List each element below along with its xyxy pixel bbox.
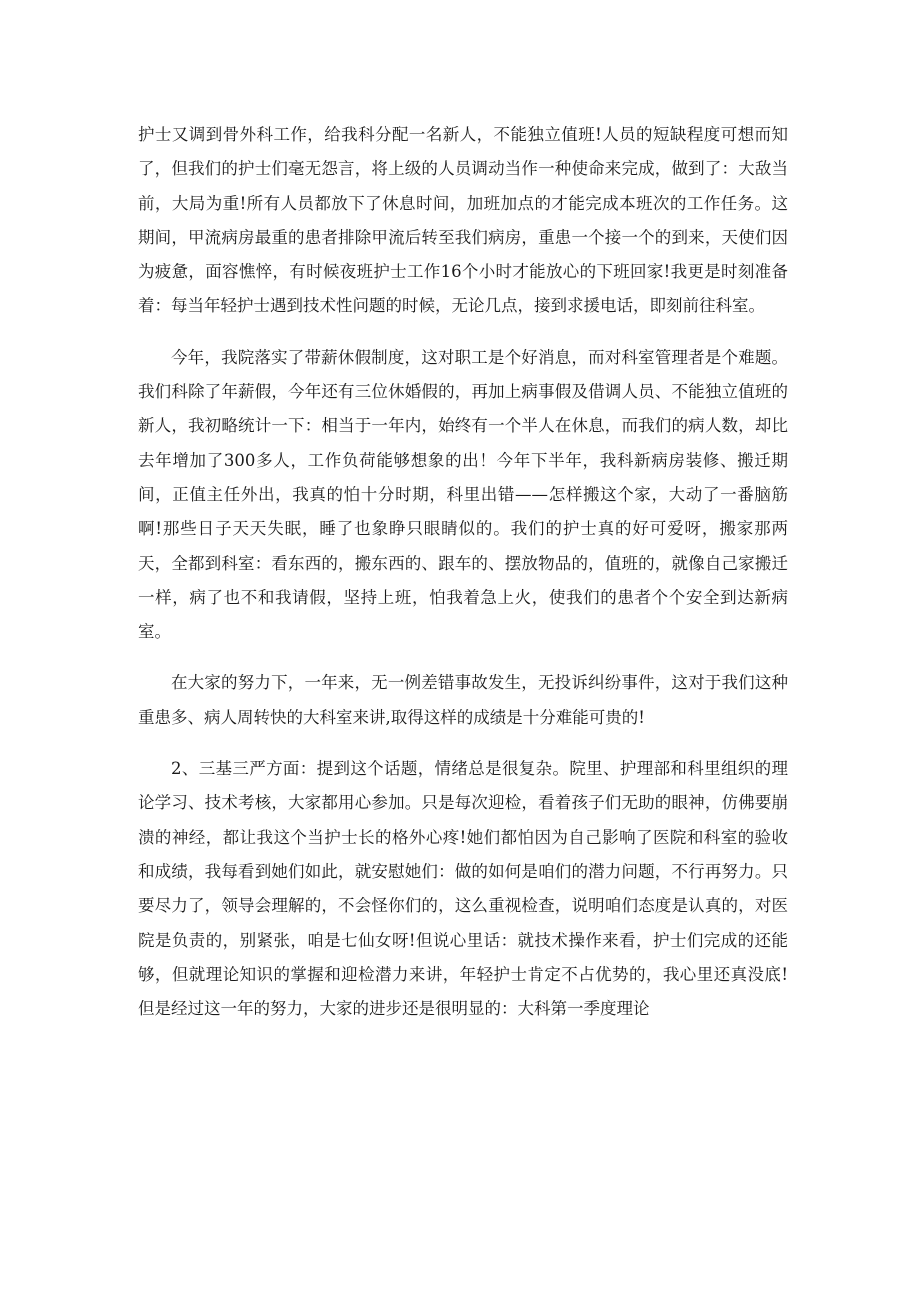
paragraph-3: 在大家的努力下，一年来，无一例差错事故发生，无投诉纠纷事件，这对于我们这种重患多、病人周转快的大科室来讲,取得这样的成绩是十分难能可贵的! [138, 673, 788, 727]
paragraph-2: 今年，我院落实了带薪休假制度，这对职工是个好消息，而对科室管理者是个难题。我们科除了年薪假，今年还有三位休婚假的，再加上病事假及借调人员、不能独立值班的新人，我初略统计一下：相当于一年内，始终有一个半人在休息，而我们的病人数，却比去年增加了300多人，工作负荷能够想象的出！今年下半年，我科新病房装修、搬迁期间，正值主任外出，我真的怕十分时期，科里出错——怎样搬这个家，大动了一番脑筋啊!那些日子天天失眠，睡了也象睁只眼睛似的。我们的护士真的好可爱呀，搬家那两天，全都到科室：看东西的，搬东西的、跟车的、摆放物品的，值班的，就像自己家搬迁一样，病了也不和我请假，坚持上班，怕我着急上火，使我们的患者个个安全到达新病室。 [138, 347, 788, 642]
paragraph-4: 2、三基三严方面：提到这个话题，情绪总是很复杂。院里、护理部和科里组织的理论学习、技术考核，大家都用心参加。只是每次迎检，看着孩子们无助的眼神，仿佛要崩溃的神经，都让我这个当护士长的格外心疼!她们都怕因为自己影响了医院和科室的验收和成绩，我每看到她们如此，就安慰她们：做的如何是咱们的潜力问题，不行再努力。只要尽力了，领导会理解的，不会怪你们的，这么重视检查，说明咱们态度是认真的，对医院是负责的，别紧张，咱是七仙女呀!但说心里话：就技术操作来看，护士们完成的还能够，但就理论知识的掌握和迎检潜力来讲，年轻护士肯定不占优势的，我心里还真没底!但是经过这一年的努力，大家的进步还是很明显的：大科第一季度理论 [138, 759, 788, 1019]
document-body [138, 118, 788, 1026]
paragraph-gap [138, 735, 788, 752]
paragraph-1: 护士又调到骨外科工作，给我科分配一名新人，不能独立值班!人员的短缺程度可想而知了，但我们的护士们毫无怨言，将上级的人员调动当作一种使命来完成，做到了：大敌当前，大局为重!所有人员都放下了休息时间，加班加点的才能完成本班次的工作任务。这期间，甲流病房最重的患者排除甲流后转至我们病房，重患一个接一个的到来，天使们因为疲惫，面容憔悴，有时候夜班护士工作16个小时才能放心的下班回家!我更是时刻准备着：每当年轻护士遇到技术性问题的时候，无论几点，接到求援电话，即刻前往科室。 [138, 125, 788, 316]
paragraph-gap [138, 324, 788, 341]
paragraph-gap [138, 649, 788, 666]
